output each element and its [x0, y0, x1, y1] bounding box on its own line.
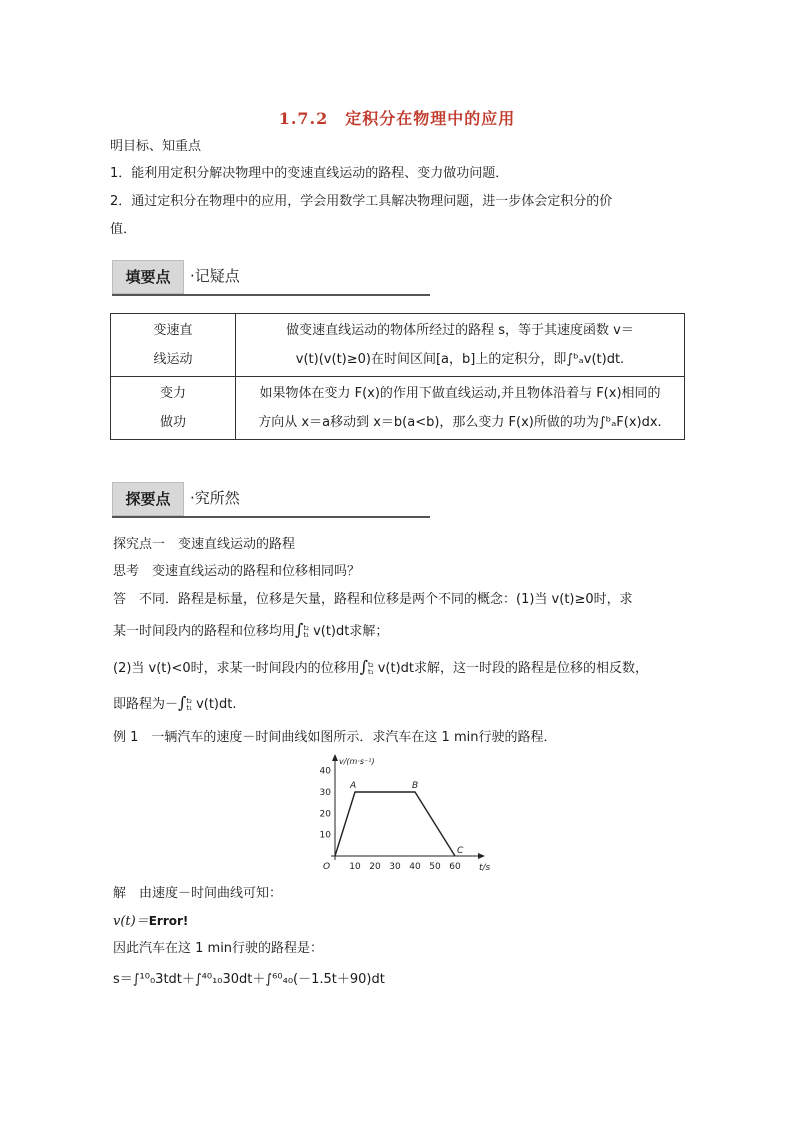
x-tick-label: 40: [409, 862, 421, 872]
table-key-line: 变速直: [153, 323, 193, 338]
integral-sign: ∫: [295, 620, 304, 639]
table-value-line: 方向从 x＝a移动到 x＝b(a<b)，那么变力 F(x)所做的功为∫ᵇₐF(x)dx.: [258, 415, 662, 430]
integral-limits: [303, 625, 309, 639]
lower-limit: t₁: [368, 667, 374, 676]
integral-sign: ∫: [359, 657, 368, 676]
x-tick-label: 60: [449, 862, 461, 872]
answer-text: v(t)dt.: [196, 697, 237, 712]
lower-limit: t₁: [186, 703, 192, 712]
integral-sign: ∫: [178, 693, 187, 712]
x-tick-label: 10: [349, 862, 361, 872]
section-fill-key-points: [112, 260, 430, 296]
error-text: Error!: [148, 914, 189, 928]
goal-item-2-cont: 值．: [110, 222, 137, 237]
answer-line-1: 答 不同．路程是标量，位移是矢量，路程和位移是两个不同的概念：(1)当 v(t)≥0时，求: [113, 592, 633, 607]
section-subtitle: ·记疑点: [190, 267, 240, 285]
answer-text: v(t)dt求解，这一时段的路程是位移的相反数，: [377, 661, 648, 676]
point-label: B: [412, 781, 419, 791]
table-value-line: v(t)(v(t)≥0)在时间区间[a，b]上的定积分，即∫ᵇₐv(t)dt.: [295, 352, 625, 367]
y-axis-label: v/(m·s⁻¹): [339, 757, 375, 766]
solution-line-3: 因此汽车在这 1 min行驶的路程是：: [113, 941, 324, 956]
point-label: O: [323, 862, 331, 872]
table-key: [111, 314, 236, 377]
table-value-line: 做变速直线运动的物体所经过的路程 s，等于其速度函数 v＝: [286, 323, 634, 338]
x-axis-label: t/s: [479, 863, 491, 873]
answer-text: 即路程为－: [113, 697, 179, 712]
table-key: [111, 377, 236, 440]
answer-line-2: [113, 620, 388, 642]
section-tag: 填要点: [112, 260, 184, 294]
table-key-line: 做功: [159, 415, 186, 430]
section-tag: 探要点: [112, 482, 184, 516]
table-key-line: 变力: [159, 386, 186, 401]
y-tick-label: 10: [319, 830, 331, 841]
solution-text: v(t)＝: [113, 914, 149, 929]
solution-line-4: s＝∫¹⁰₀3tdt＋∫⁴⁰₁₀30dt＋∫⁶⁰₄₀(－1.5t＋90)dt: [113, 972, 385, 987]
definition-table: [110, 313, 685, 440]
answer-line-3: [113, 657, 648, 679]
x-axis-arrow: [478, 853, 485, 859]
x-tick-label: 30: [389, 862, 401, 872]
table-row: [111, 377, 685, 440]
point-label: C: [457, 846, 464, 856]
table-row: [111, 314, 685, 377]
answer-text: (2)当 v(t)<0时，求某一时间段内的位移用: [113, 661, 360, 676]
explore-point-1: 探究点一 变速直线运动的路程: [113, 537, 296, 552]
goals-heading: 明目标、知重点: [110, 139, 202, 154]
y-tick-label: 30: [319, 788, 331, 798]
x-tick-label: 50: [429, 862, 441, 872]
goal-item-1: 1．能利用定积分解决物理中的变速直线运动的路程、变力做功问题．: [110, 166, 509, 181]
upper-limit: t₂: [303, 623, 309, 632]
table-key-line: 线运动: [153, 352, 193, 367]
answer-text: 某一时间段内的路程和位移均用: [113, 624, 296, 639]
integral-limits: [368, 662, 374, 676]
goal-item-2: 2．通过定积分在物理中的应用，学会用数学工具解决物理问题，进一步体会定积分的价: [110, 194, 613, 209]
integral-limits: [186, 698, 192, 712]
y-tick-label: 20: [319, 809, 331, 820]
solution-line-1: 解 由速度－时间曲线可知：: [113, 886, 283, 901]
table-value: [236, 377, 685, 440]
y-tick-label: 40: [319, 766, 331, 777]
answer-text: v(t)dt求解；: [313, 624, 389, 639]
upper-limit: t₂: [368, 660, 374, 669]
think-question: 思考 变速直线运动的路程和位移相同吗？: [113, 564, 361, 579]
section-subtitle: ·究所然: [190, 489, 240, 507]
upper-limit: t₂: [186, 696, 192, 705]
velocity-time-chart: [305, 752, 495, 874]
table-value: [236, 314, 685, 377]
x-tick-label: 20: [369, 862, 381, 872]
velocity-line: [335, 792, 455, 856]
page-title: 1.7.2 定积分在物理中的应用: [278, 109, 516, 128]
section-explore: [112, 482, 430, 518]
lower-limit: t₁: [303, 630, 309, 639]
solution-line-2: [113, 911, 188, 932]
y-axis-arrow: [332, 754, 338, 761]
answer-line-4: [113, 693, 236, 715]
table-value-line: 如果物体在变力 F(x)的作用下做直线运动,并且物体沿着与 F(x)相同的: [259, 386, 661, 401]
example-1: 例 1 一辆汽车的速度－时间曲线如图所示．求汽车在这 1 min行驶的路程．: [113, 730, 557, 745]
point-label: A: [350, 781, 357, 791]
